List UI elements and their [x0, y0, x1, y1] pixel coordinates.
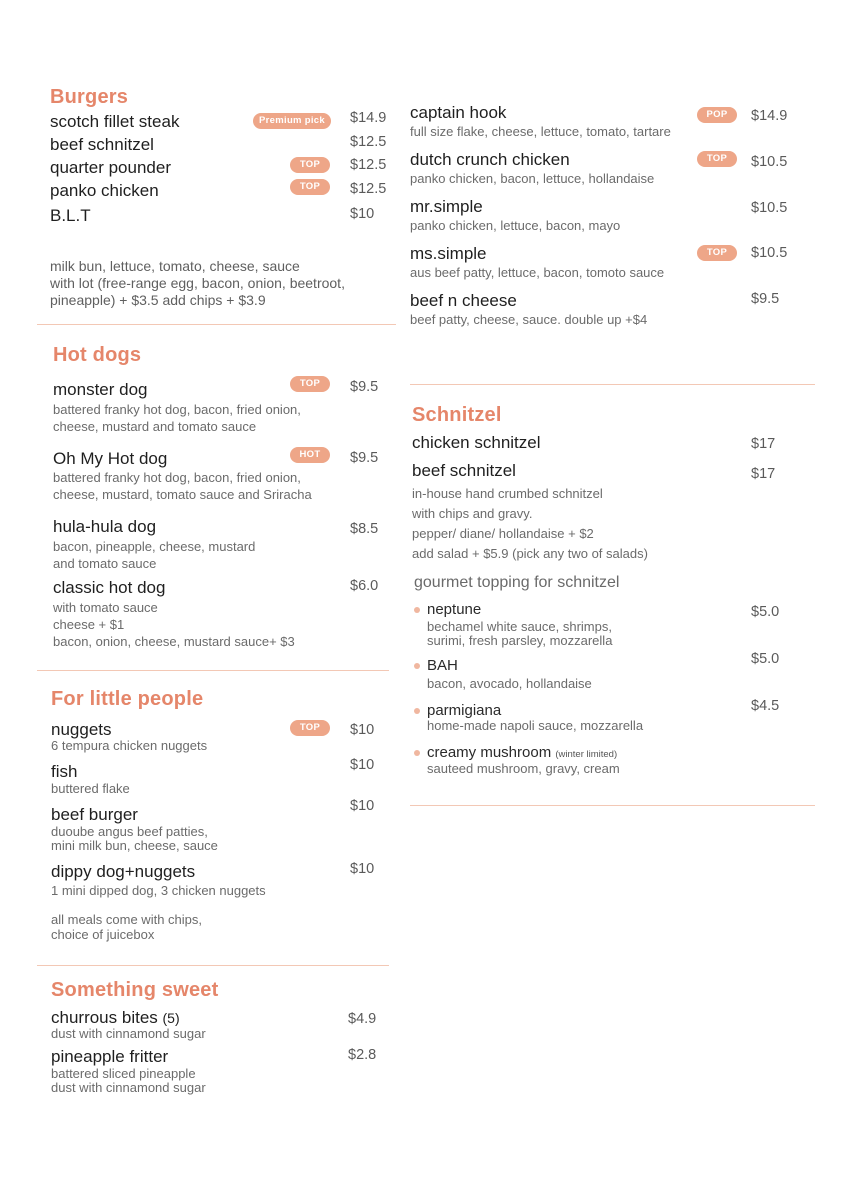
section-divider — [410, 384, 815, 385]
schnitzel-note: with chips and gravy. — [412, 506, 533, 521]
menu-item-desc: battered sliced pineapple — [51, 1066, 196, 1081]
section-divider — [37, 324, 396, 325]
top-badge: TOP — [697, 151, 737, 167]
menu-item-name: chicken schnitzel — [412, 433, 541, 452]
topping-price: $5.0 — [751, 651, 780, 667]
menu-item-price: $10 — [350, 206, 375, 222]
menu-item-price: $10 — [350, 798, 375, 814]
little-note: all meals come with chips, — [51, 912, 202, 927]
topping-desc: bechamel white sauce, shrimps, — [427, 619, 612, 634]
menu-item-name: hula-hula dog — [53, 517, 157, 536]
menu-item-name: dutch crunch chicken — [410, 150, 570, 169]
menu-item-desc: aus beef patty, lettuce, bacon, tomoto sauce — [410, 265, 665, 280]
menu-item-price: $12.5 — [350, 157, 387, 173]
menu-item-desc: bacon, pineapple, cheese, mustard — [53, 539, 256, 554]
burgers-note: pineapple) + $3.5 add chips + $3.9 — [50, 292, 266, 308]
menu-item-name: B.L.T — [50, 206, 91, 225]
bullet-dot — [414, 750, 420, 756]
menu-item-desc: battered franky hot dog, bacon, fried onion, — [53, 470, 301, 485]
menu-item-price: $10.5 — [751, 200, 788, 216]
menu-item-name: panko chicken — [50, 181, 159, 200]
pop-badge: POP — [697, 107, 737, 123]
menu-item-price: $6.0 — [350, 578, 379, 594]
hot-badge: HOT — [290, 447, 330, 463]
menu-item-name: dippy dog+nuggets — [51, 862, 196, 881]
sweet-title: Something sweet — [51, 979, 219, 1001]
menu-item-name: monster dog — [53, 380, 148, 399]
menu-item-name: quarter pounder — [50, 158, 171, 177]
top-badge: TOP — [290, 720, 330, 736]
topping-desc: sauteed mushroom, gravy, cream — [427, 761, 620, 776]
burgers-note: with lot (free-range egg, bacon, onion, beetroot, — [50, 275, 345, 291]
schnitzel-note: in-house hand crumbed schnitzel — [412, 486, 603, 501]
topping-heading: gourmet topping for schnitzel — [414, 574, 620, 591]
bullet-dot — [414, 708, 420, 714]
menu-item-name: captain hook — [410, 103, 507, 122]
topping-desc: bacon, avocado, hollandaise — [427, 676, 592, 691]
menu-item-price: $10.5 — [751, 154, 788, 170]
menu-item-desc: buttered flake — [51, 781, 130, 796]
section-divider — [37, 670, 389, 671]
menu-item-name: ms.simple — [410, 244, 487, 263]
menu-item-name: mr.simple — [410, 197, 483, 216]
top-badge: TOP — [290, 179, 330, 195]
hotdogs-title: Hot dogs — [53, 344, 142, 366]
premium-pick-badge: Premium pick — [253, 113, 331, 129]
menu-item-desc: cheese, mustard, tomato sauce and Sriracha — [53, 487, 312, 502]
menu-item-name: scotch fillet steak — [50, 112, 180, 131]
schnitzel-note: add salad + $5.9 (pick any two of salads) — [412, 546, 648, 561]
menu-item-price: $10.5 — [751, 245, 788, 261]
limited-note: (winter limited) — [555, 749, 618, 760]
topping-price: $4.5 — [751, 698, 780, 714]
little-title: For little people — [51, 688, 204, 710]
bullet-dot — [414, 607, 420, 613]
topping-desc: surimi, fresh parsley, mozzarella — [427, 633, 613, 648]
menu-item-price: $14.9 — [751, 108, 788, 124]
topping-desc: home-made napoli sauce, mozzarella — [427, 718, 644, 733]
menu-item-desc: panko chicken, lettuce, bacon, mayo — [410, 218, 621, 233]
menu-item-name: classic hot dog — [53, 578, 166, 597]
menu-item-desc: 6 tempura chicken nuggets — [51, 738, 208, 753]
topping-name: parmigiana — [427, 702, 502, 719]
menu-item-name: pineapple fritter — [51, 1047, 169, 1066]
menu-item-desc: duoube angus beef patties, — [51, 824, 208, 839]
topping-name-text: creamy mushroom — [427, 744, 552, 761]
schnitzel-note: pepper/ diane/ hollandaise + $2 — [412, 526, 594, 541]
menu-item-price: $14.9 — [350, 110, 387, 126]
topping-name — [427, 744, 617, 761]
topping-name: BAH — [427, 657, 458, 674]
top-badge: TOP — [290, 157, 330, 173]
burgers-title: Burgers — [50, 86, 129, 108]
bullet-dot — [414, 663, 420, 669]
menu-item-desc: full size flake, cheese, lettuce, tomato, tartare — [410, 124, 671, 139]
quantity-label: (5) — [162, 1010, 180, 1026]
menu-item-desc: with tomato sauce — [53, 600, 158, 615]
menu-item-desc: dust with cinnamond sugar — [51, 1026, 206, 1041]
menu-item-desc: beef patty, cheese, sauce. double up +$4 — [410, 312, 648, 327]
menu-item-price: $12.5 — [350, 134, 387, 150]
menu-item-desc: dust with cinnamond sugar — [51, 1080, 206, 1095]
menu-item-desc: cheese + $1 — [53, 617, 125, 632]
menu-item-name: beef burger — [51, 805, 138, 824]
little-note: choice of juicebox — [51, 927, 155, 942]
topping-price: $5.0 — [751, 604, 780, 620]
topping-name: neptune — [427, 601, 482, 618]
menu-item-desc: panko chicken, bacon, lettuce, hollandaise — [410, 171, 655, 186]
menu-item-name: beef n cheese — [410, 291, 517, 310]
menu-item-desc: mini milk bun, cheese, sauce — [51, 838, 218, 853]
section-divider — [410, 805, 815, 806]
menu-item-desc: cheese, mustard and tomato sauce — [53, 419, 257, 434]
menu-item-desc: 1 mini dipped dog, 3 chicken nuggets — [51, 883, 266, 898]
top-badge: TOP — [290, 376, 330, 392]
burgers-note: milk bun, lettuce, tomato, cheese, sauce — [50, 258, 300, 274]
menu-item-price: $10 — [350, 861, 375, 877]
menu-item-price: $17 — [751, 436, 776, 452]
menu-item-name-text: churrous bites — [51, 1008, 158, 1027]
menu-item-price: $17 — [751, 466, 776, 482]
menu-item-desc: bacon, onion, cheese, mustard sauce+ $3 — [53, 634, 295, 649]
menu-item-desc: and tomato sauce — [53, 556, 157, 571]
schnitzel-title: Schnitzel — [412, 404, 502, 426]
menu-item-price: $8.5 — [350, 521, 379, 537]
menu-item-name: beef schnitzel — [50, 135, 154, 154]
menu-item-desc: battered franky hot dog, bacon, fried onion, — [53, 402, 301, 417]
menu-item-price: $10 — [350, 722, 375, 738]
menu-item-price: $10 — [350, 757, 375, 773]
section-divider — [37, 965, 389, 966]
menu-item-price: $9.5 — [350, 450, 379, 466]
menu-item-price: $4.9 — [348, 1011, 377, 1027]
top-badge: TOP — [697, 245, 737, 261]
menu-item-name: Oh My Hot dog — [53, 449, 168, 468]
menu-item-price: $9.5 — [751, 291, 780, 307]
menu-item-name: fish — [51, 762, 78, 781]
menu-item-price: $12.5 — [350, 181, 387, 197]
menu-item-price: $9.5 — [350, 379, 379, 395]
menu-item-name: nuggets — [51, 720, 112, 739]
menu-item-name: beef schnitzel — [412, 461, 516, 480]
menu-item-price: $2.8 — [348, 1047, 377, 1063]
